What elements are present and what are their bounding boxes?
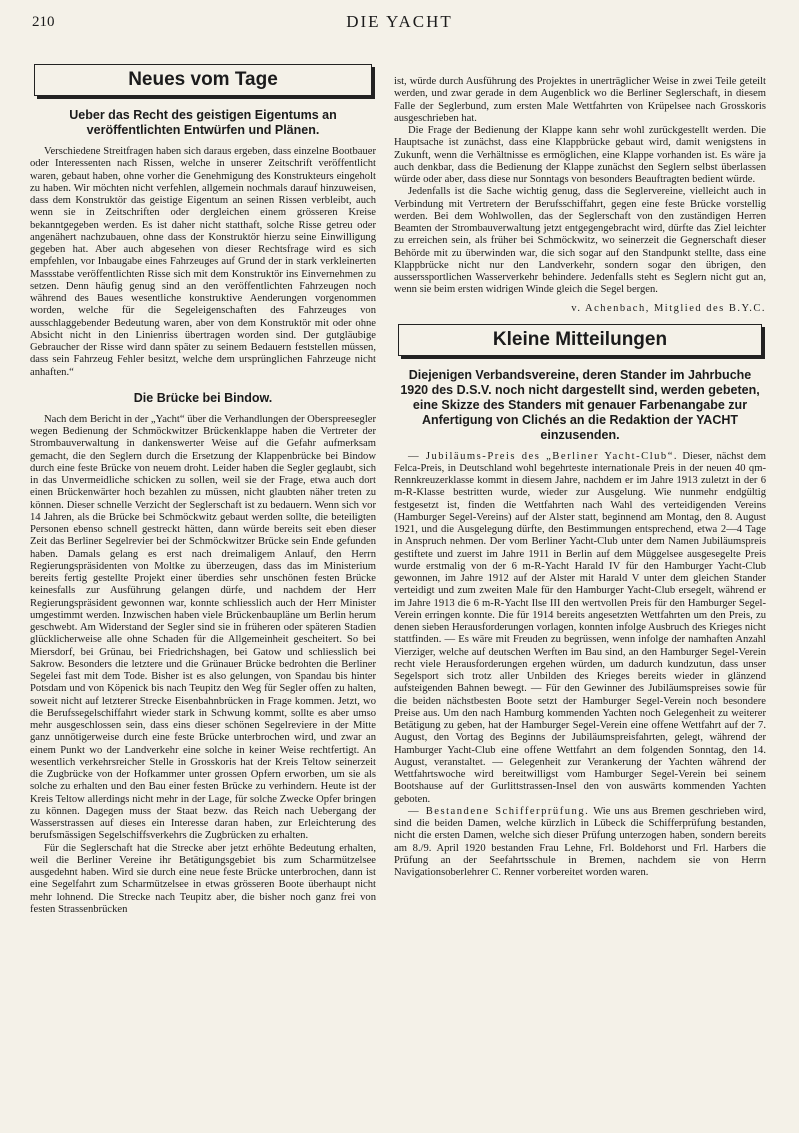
- section-heading-news: Neues vom Tage: [34, 64, 372, 96]
- notice-standards: Diejenigen Verbandsvereine, deren Stander im Jahrbuche 1920 des D.S.V. noch nicht dargestellt sind, werden gebeten, eine Skizze des Standers mit genauer Farbenangabe zur Anfertigung von Clichés an die Redaktion der YACHT einzusenden.: [400, 367, 760, 442]
- news-item-jubilee: [394, 451, 766, 880]
- news-item-lead: — Jubiläums-Preis des „Berliner Yacht-Club“.: [408, 450, 679, 462]
- paragraph: [394, 451, 766, 806]
- article-body-bridge: [30, 414, 376, 916]
- page-number: 210: [32, 14, 55, 30]
- paragraph: [394, 806, 766, 880]
- left-column: [30, 64, 376, 916]
- article-body-copyright: [30, 146, 376, 379]
- right-column: [394, 76, 766, 879]
- article-continuation: [394, 76, 766, 297]
- news-item-text: Dieser, nächst dem Felca-Preis, in Deutschland wohl begehrteste internationale Preis in der neuen 40 qm-Rennkreuzerklasse kommt in diesem Jahre, nachdem er im Jahre 1913 zuletzt in der 6 m-R-Klasse bestritten wurde, wieder zur Ausgelung. Wie nunmehr endgültig festgesetzt ist, finden die Wettfahrten nach Wahl des verteidigenden Vereins (Hamburger Segel-Vereins) auf der Alster statt, beginnend am Montag, den 8. August 1921, und die Ausgelegung dürfte, den Bestimmungen entsprechend, etwa 2—4 Tage in Anspruch nehmen. Der vom Berliner Yacht-Club unter dem Namen Jubiläumspreis gestiftete und zuerst im Jahre 1911 in Berlin auf dem Müggelsee ausgesegelte Preis wurde erstmalig von der 6 m-R-Yacht Harald IV für den Hamburger Yacht-Club gewonnen, im Jahre 1912 auf der Alster mit Harald V unter dem gleichen Stander verteidigt und zum zweiten Male für den Hamburger Yacht-Club ersegelt, während er im Jahre 1913 die 6 m-R-Yacht Ilse III den wertvollen Preis für den Hamburger Segel-Verein erringen konnte. Die für 1914 bereits angesetzten Wettfahrten um den Preis, zu denen sieben Herausforderungen vorlagen, konnten infolge Ausbruch des Krieges nicht stattfinden. — Es wäre mit Freuden zu begrüssen, wenn infolge der namhaften Anzahl Vierziger, welche auf deutschen Werften im Bau sind, an den Hamburger Segel-Verein recht viele Herausforderungen ergehen würden, um dadurch kundzutun, dass unser Segelsport sich trotz aller Unbilden des Krieges bereits wieder in glänzend aufsteigenden Bahnen bewegt. — Für den Gewinner des Jubiläumspreises sowie für die beiden nächstbesten Boote setzt der Hamburger Segel-Verein noch besondere Preise aus. Um den nach Hamburg kommenden Yachten noch Gelegenheit zu weiterer Betätigung zu geben, hat der Hamburger Segel-Verein eine offene Wettfahrt auf der 7. August, den Vortag des Beginns der Jubiläumspreisfahrten, gelegt, während der Hamburger Yacht-Club eine offene Wettfahrt an dem folgenden Sonntag, den 14. August, veranstaltet. — Gelegenheit zur Verankerung der Yachten während der Wettfahrtswoche wird bereitwilligst vom Hamburger Segel-Verein bei seinem Bootshause auf der Gurlittstrassen-Insel den von auswärts kommenden Yachten geboten.: [394, 450, 766, 805]
- running-head: DIE YACHT: [346, 12, 453, 31]
- paragraph: Verschiedene Streitfragen haben sich daraus ergeben, dass einzelne Bootbauer oder Interessenten nach Rissen, welche in unserer Zeitschrift veröffentlicht waren, gebaut haben, ohne vorher die Genehmigung des Konstrukteurs eingeholt zu haben. Wir möchten nicht verfehlen, allgemein nochmals darauf hinzuweisen, dass dem Konstruktör das geistige Eigentum an seinen Rissen verbleibt, auch wenn sie in Zeitschriften oder dergleichen einem grösseren Kreise bekanntgegeben werden. Es ist daher nicht statthaft, solche Risse getreu oder angenähert nachzubauen, ohne dass der Konstruktör hierzu seine Einwilligung gegeben hat. Aber auch abgesehen von dieser Rechtsfrage wird es sich empfehlen, vor Inbaugabe eines Fahrzeuges auf Grund der in stark verkleinerten Massstabe veröffentlichten Risse sich mit dem Konstruktör ins Einvernehmen zu setzen. Denn häufig genug sind an den veröffentlichten Fahrzeugen noch während des Baues wesentliche konstruktive Aenderungen vorgenommen worden, welche für die Segeleigenschaften des Fahrzeuges von ausschlaggebender Bedeutung waren, aber von dem Konstruktör mit oder ohne Absicht nicht in den Linienriss übertragen worden sind. Der gutgläubige Gebraucher der Risse wird dann später zu seinem Bedauern feststellen müssen, dass sein Fahrzeug Fehler besitzt, welche dem ursprünglichen Fahrzeuge nicht anhaften.“: [30, 146, 376, 378]
- article-title-copyright: Ueber das Recht des geistigen Eigentums an veröffentlichten Entwürfen und Plänen.: [69, 108, 337, 137]
- paragraph: Nach dem Bericht in der „Yacht“ über die Verhandlungen der Oberspreesegler wegen Bedienung der Schmöckwitzer Brückenklappe haben die Vertreter der Strombauverwaltung in dankenswerter Weise auf die Gefahr aufmerksam gemacht, die den Seglern durch die Ersetzung der Klappenbrücke bei Bindow durch eine feste Brücke von neuem droht. Leider haben die Segler geglaubt, sich in das Unvermeidliche schicken zu sollen, weil sie der Frage, etwa auch dort einen Brückenwärter hoch bezahlen zu müssen, nicht glaubten näher treten zu können. Dieser schnelle Verzicht der Seglerschaft ist zu bedauern. Wenn sich vor 14 Jahren, als die Brücke bei Schmöckwitz gebaut werden sollte, die beteiligten Personen ebenso schnell gestreckt hätten, dann würde bereits seit eben dieser Zeit das Berliner Segelrevier bei der Schmöckwitzer Brücke sein Ende gefunden haben. Damals gelang es erst nach dreimaligem Anlauf, den Herrn Regierungspräsidenten von Moltke zu überzeugen, dass das im Ministerium bereits fertig gestellte Projekt einer überdies sehr unschönen festen Brücke keinesfalls zur Ausführung gelangen dürfe, und nachdem der Herr Regierungspräsident gewonnen war, konnte schliesslich auch der Herr Minister umgestimmt werden. Inzwischen haben viele Brückenbaupläne um Berlin herum geschwebt. Am Widerstand der Segler sind sie in früheren oder späteren Stadien glücklicherweise alle ohne Schaden für die Allgemeinheit gescheitert. So bei Miersdorf, bei Grünau, bei Friedrichshagen, bei Gatow und schliesslich bei Sakrow. Besonders die letztere und die Grünauer Brücke bedrohten die Berliner Segelei fast mit dem Tode. Bisher ist es also gelungen, von Spandau bis hinter Potsdam und von Köpenick bis nach Teupitz den Weg für Segler offen zu halten, soweit nicht auf letzterer Strecke Eisenbahnbrücken in Frage kommen. Jetzt, wo die Berufssegelschiffahrt wieder stark in Schwung kommt, sollte es aber umso mehr ausgeschlossen sein, dass eins dieser schönen Segelreviere in der Mitte ganz unnötigerweise durch eine feste Brücke unterbrochen wird, und zwar an einem Punkt wo der Landverkehr eine solche in keiner Weise rechtfertigt. An wesentlich verkehrsreicher Stelle in Grosskoris hat der Kreis Teltow seinerzeit die Zugbrücke von der Hofkammer unter grossen Opfern erworben, um sie als solche zu erhalten und den Bau einer festen Brücke zu verhindern. Heute ist der Kreis Teltow allerdings nicht mehr in der Lage, für solche Zwecke Opfer bringen zu können. Dagegen muss der Staat bezw. das Reich nach Uebergang der Wasserstrassen auf dieses ein Interesse daran haben, zur Erleichterung des berufsmässigen Segelschiffsverkehrs die Zugbrücken zu erhalten.: [30, 413, 376, 842]
- news-item-lead: — Bestandene Schifferprüfung.: [408, 805, 590, 817]
- paragraph: Jedenfalls ist die Sache wichtig genug, dass die Seglervereine, vielleicht auch in Verbindung mit Vertretern der Berufsschiffahrt, gegen eine feste Brücke vorstellig werden. Bei dem Wohlwollen, das der Seglerschaft von den zuständigen Herren Beamten der Strombauverwaltung jetzt entgegengebracht wird, dürfte das Ziel leichter zu erreichen sein, als früher bei Schmöckwitz, wo seinerzeit die Gegnerschaft dieser Behörde mit zu überwinden war, die sich sogar auf den Standpunkt stellte, dass eine Klappbrücke nicht nur den Landverkehr, sondern sogar den übrigen, den ausserssportlichen Wasserverkehr behindere. Jedenfalls steht es Seglern nicht gut an, wenn sie beim ersten widrigen Winde gleich die Segel bergen.: [394, 186, 766, 296]
- section-heading-announcements: Kleine Mitteilungen: [398, 324, 762, 356]
- paragraph: Die Frage der Bedienung der Klappe kann sehr wohl zurückgestellt werden. Die Hauptsache ist zunächst, dass eine Klappbrücke gebaut wird, damit wenigstens in Zukunft, wenn die Verhältnisse es ermöglichen, eine Klappe vorhanden ist. Es wäre ja auch denkbar, dass die Bedienung der Klappe zunächst den Seglern selbst überlassen würde oder aber, dass diese nur Sonntags von besonders Beauftragten bedient würde.: [394, 125, 766, 185]
- paragraph: ist, würde durch Ausführung des Projektes in unerträglicher Weise in zwei Teile geteilt werden, und zwar gerade in dem Augenblick wo die Berliner Seglerschaft, in diesem Falle der Seglerbund, zum ersten Male Wettfahrten von Krüpelsee nach Grosskoris ausgeschrieben hat.: [394, 76, 766, 124]
- author-signature: v. Achenbach, Mitglied des B.Y.C.: [571, 302, 766, 314]
- article-title-bridge: Die Brücke bei Bindow.: [133, 390, 273, 405]
- news-item-text: Wie uns aus Bremen geschrieben wird, sind die beiden Damen, welche kürzlich in Lübeck die Schifferprüfung bestanden, nicht die ersten Damen, welche sich dieser Prüfung unterzogen haben, sondern bereits am 8./9. April 1920 bestanden Frau Lehne, Frl. Boldehorst und Frl. Harbers die Prüfung an der Seefahrtsschule in Bremen, nachdem sie von Herrn Navigationsoberlehrer C. Renner vorbereitet worden waren.: [394, 805, 766, 878]
- paragraph: Für die Seglerschaft hat die Strecke aber jetzt erhöhte Bedeutung erhalten, weil die Berliner Vereine ihr Betätigungsgebiet bis zum Scharmützelsee ausgedehnt haben. Wird sie durch eine neue feste Brücke unterbrochen, dann ist eine Segelfahrt zum Scharmützelsee in etwas grösseren Boote überhaupt nicht mehr lohnend. Die Strecke nach Teupitz aber, die bisher noch ganz frei von festen Strassenbrücken: [30, 842, 376, 915]
